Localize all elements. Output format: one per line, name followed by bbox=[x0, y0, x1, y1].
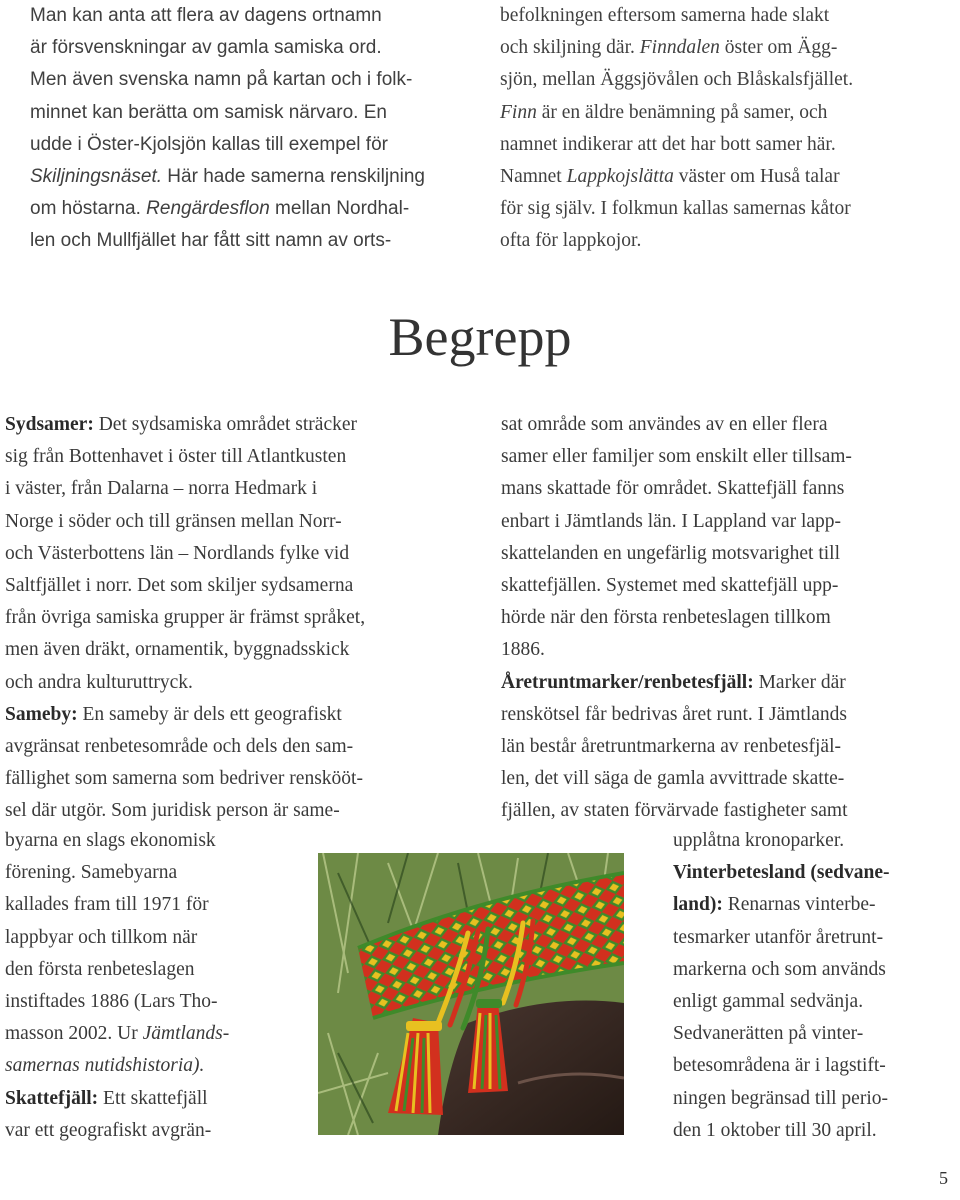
text-line: och skiljning där. Finndalen öster om Ägg- bbox=[500, 37, 838, 59]
woven-band-photo bbox=[318, 853, 624, 1135]
glossary-term: Sameby: bbox=[5, 703, 78, 725]
text-line: minnet kan berätta om samisk närvaro. En bbox=[30, 101, 387, 123]
intro-text-left bbox=[30, 0, 470, 258]
glossary-term: land): bbox=[673, 894, 723, 916]
text-line: enbart i Jämtlands län. I Lappland var lapp- bbox=[501, 510, 842, 532]
text-line: instiftades 1886 (Lars Tho- bbox=[5, 991, 218, 1013]
text-line: mans skattade för området. Skattefjäll fanns bbox=[501, 478, 845, 500]
glossary-entry-sameby: Sameby: En sameby är dels ett geografiskt bbox=[5, 703, 342, 725]
text-line: upplåtna kronoparker. bbox=[673, 830, 845, 851]
text-line: län består åretruntmarkerna av renbetesfjäl- bbox=[501, 736, 841, 758]
text-line: ofta för lappkojor. bbox=[500, 230, 642, 252]
text-line: den första renbeteslagen bbox=[5, 958, 195, 980]
text-line bbox=[5, 1050, 315, 1082]
glossary-left-narrow bbox=[5, 825, 315, 1147]
text-line: namnet indikerar att det har bott samer här. bbox=[500, 133, 836, 155]
page-number: 5 bbox=[939, 1168, 948, 1188]
text-line: land): Renarnas vinterbe- bbox=[673, 894, 876, 916]
glossary-right bbox=[501, 409, 951, 828]
text-line: sat område som användes av en eller flera bbox=[501, 414, 828, 435]
glossary-entry-aretruntmarker: Åretruntmarker/renbetesfjäll: Marker där bbox=[501, 671, 846, 693]
glossary-entry-sydsamer: Sydsamer: Det sydsamiska området sträcker bbox=[5, 414, 357, 435]
text-line: len, det vill säga de gamla avvittrade skatte- bbox=[501, 768, 845, 790]
glossary-entry-vinterbetesland bbox=[673, 857, 953, 889]
place-name: Rengärdesflon bbox=[146, 198, 270, 220]
text-line: Namnet Lappkojslätta väster om Huså talar bbox=[500, 166, 840, 188]
text-line: Sedvanerätten på vinter- bbox=[673, 1023, 864, 1045]
text-line: Men även svenska namn på kartan och i folk- bbox=[30, 69, 413, 91]
glossary-term: Sydsamer: bbox=[5, 414, 94, 435]
text-line: Finn är en äldre benämning på samer, och bbox=[500, 101, 828, 123]
text-line: och andra kulturuttryck. bbox=[5, 671, 193, 693]
text-line: sel där utgör. Som juridisk person är same- bbox=[5, 800, 340, 822]
text-line: men även dräkt, ornamentik, byggnadsskick bbox=[5, 639, 350, 661]
text-line: Skiljningsnäset. Här hade samerna renskiljning bbox=[30, 166, 425, 188]
intro-text-right bbox=[500, 0, 940, 258]
text-line: är försvenskningar av gamla samiska ord. bbox=[30, 37, 382, 59]
glossary-term: Åretruntmarker/renbetesfjäll: bbox=[501, 671, 754, 693]
text-line: sig från Bottenhavet i öster till Atlantkusten bbox=[5, 446, 347, 468]
text-line: len och Mullfjället har fått sitt namn av orts- bbox=[30, 230, 392, 252]
term-word: Finn bbox=[500, 101, 537, 123]
text-line: fällighet som samerna som bedriver renskööt- bbox=[5, 768, 363, 790]
text-line: lappbyar och tillkom när bbox=[5, 926, 198, 948]
text-line: från övriga samiska grupper är främst språket, bbox=[5, 607, 366, 629]
place-name: Lappkojslätta bbox=[566, 166, 674, 188]
glossary-term: Skattefjäll: bbox=[5, 1087, 99, 1109]
place-name: Finndalen bbox=[639, 37, 720, 59]
text-line: ningen begränsad till perio- bbox=[673, 1087, 888, 1109]
text-line: renskötsel får bedrivas året runt. I Jämtlands bbox=[501, 703, 848, 725]
text-line: var ett geografiskt avgrän- bbox=[5, 1119, 212, 1141]
text-line: befolkningen eftersom samerna hade slakt bbox=[500, 5, 830, 26]
place-name: Skiljningsnäset. bbox=[30, 166, 163, 188]
text-line: skattefjällen. Systemet med skattefjäll upp- bbox=[501, 575, 839, 597]
text-line: enligt gammal sedvänja. bbox=[673, 991, 864, 1013]
text-line: kallades fram till 1971 för bbox=[5, 894, 209, 916]
text-line: 1886. bbox=[501, 639, 545, 661]
text-line: samer eller familjer som enskilt eller tillsam- bbox=[501, 446, 852, 468]
text-line: fjällen, av staten förvärvade fastigheter samt bbox=[501, 800, 848, 822]
section-heading: Begrepp bbox=[388, 307, 572, 367]
text-line: skattelanden en ungefärlig motsvarighet till bbox=[501, 542, 840, 564]
text-line: betesområdena är i lagstift- bbox=[673, 1055, 886, 1077]
text-line: om höstarna. Rengärdesflon mellan Nordhal- bbox=[30, 198, 410, 220]
glossary-right-narrow bbox=[673, 825, 953, 1147]
book-title: Jämtlands- bbox=[142, 1023, 230, 1045]
text-line: udde i Öster-Kjolsjön kallas till exempel för bbox=[30, 133, 388, 155]
book-title: samernas nutidshistoria). bbox=[5, 1055, 205, 1077]
text-line: sjön, mellan Äggsjövålen och Blåskalsfjället. bbox=[500, 69, 854, 91]
text-line: markerna och som används bbox=[673, 958, 886, 980]
glossary-term: Vinterbetesland (sedvane- bbox=[673, 862, 890, 884]
text-line: Saltfjället i norr. Det som skiljer sydsamerna bbox=[5, 575, 354, 597]
glossary-entry-skattefjall: Skattefjäll: Ett skattefjäll bbox=[5, 1087, 208, 1109]
text-line: förening. Samebyarna bbox=[5, 862, 178, 884]
text-line: i väster, från Dalarna – norra Hedmark i bbox=[5, 478, 318, 500]
text-line: Norge i söder och till gränsen mellan Norr- bbox=[5, 510, 342, 532]
text-line: avgränsat renbetesområde och dels den sam- bbox=[5, 736, 354, 758]
text-line: masson 2002. Ur Jämtlands- bbox=[5, 1023, 230, 1045]
text-line: den 1 oktober till 30 april. bbox=[673, 1119, 877, 1141]
glossary-left bbox=[5, 409, 475, 828]
text-line: och Västerbottens län – Nordlands fylke vid bbox=[5, 542, 350, 564]
text-line: byarna en slags ekonomisk bbox=[5, 830, 216, 851]
text-line: tesmarker utanför åretrunt- bbox=[673, 926, 884, 948]
text-line: Man kan anta att flera av dagens ortnamn bbox=[30, 5, 382, 26]
text-line: hörde när den första renbeteslagen tillkom bbox=[501, 607, 831, 629]
text-line: för sig själv. I folkmun kallas samernas kåtor bbox=[500, 198, 851, 220]
